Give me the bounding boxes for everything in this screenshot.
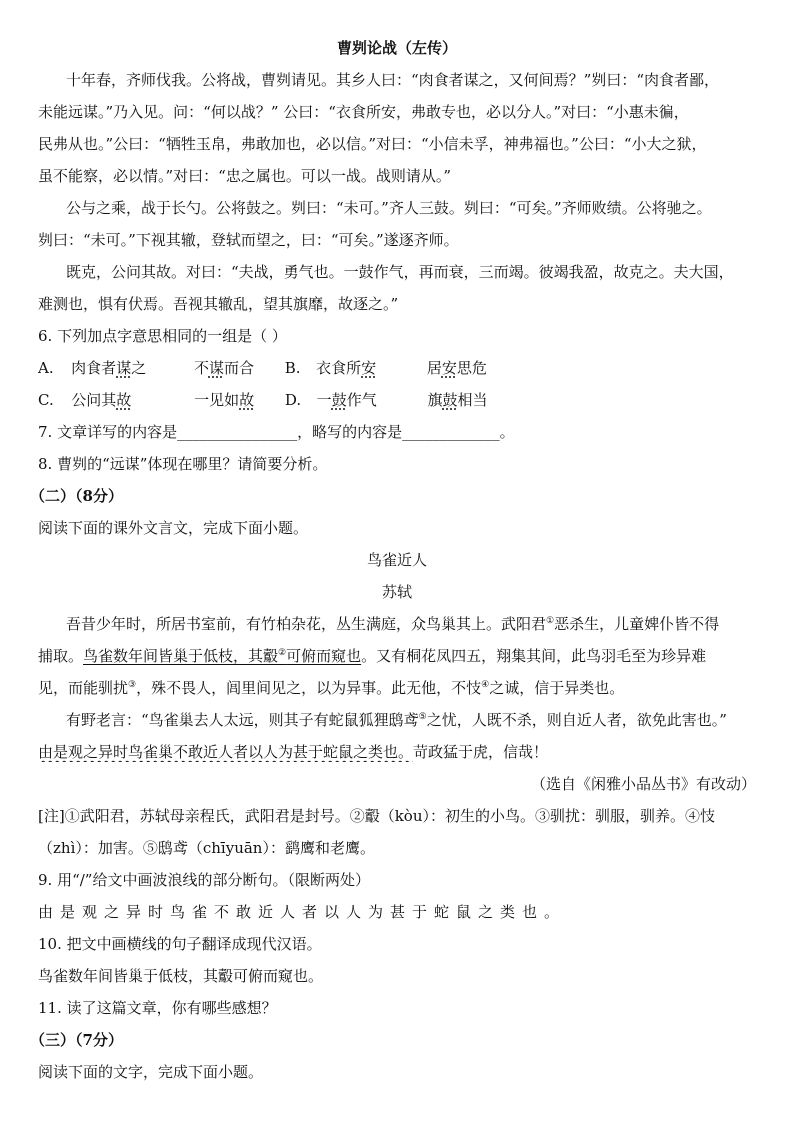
question-10-stem: 10. 把文中画横线的句子翻译成现代汉语。 <box>38 935 322 953</box>
wavy-underlined-sentence: 由是观之异时鸟雀巢不敢近人者以人为甚于蛇鼠之类也。 <box>38 743 414 761</box>
section-2-instruction: 阅读下面的课外文言文，完成下面小题。 <box>38 519 309 537</box>
passage1-p1-line2: 未能远谋。”乃入见。问：“何以战？” 公曰：“衣食所安，弗敢专也，必以分人。”对曰：“小惠未徧， <box>38 103 689 121</box>
option-c-label: C. <box>38 391 54 409</box>
passage2-p2-line2: 由是观之异时鸟雀巢不敢近人者以人为甚于蛇鼠之类也。苛政猛于虎，信哉！ <box>38 743 549 761</box>
question-6-row-ab <box>38 358 758 378</box>
option-d-item1: 一鼓作气 <box>316 391 377 409</box>
option-a-label: A. <box>38 359 54 377</box>
passage2-p1-line2: 捕取。鸟雀数年间皆巢于低枝，其鷇②可俯而窥也。又有桐花凤四五，翔集其间，此鸟羽毛至为珍异难 <box>38 647 707 665</box>
passage1-p2-line1: 公与之乘，战于长勺。公将鼓之。刿曰：“未可。”齐人三鼓。刿曰：“可矣。”齐师败绩。公将驰之。 <box>66 199 712 217</box>
passage1-p3-line1: 既克，公问其故。对曰：“夫战，勇气也。一鼓作气，再而衰，三而竭。彼竭我盈，故克之。夫大国， <box>66 263 734 281</box>
question-10-sentence: 鸟雀数年间皆巢于低枝，其鷇可俯而窥也。 <box>38 967 324 985</box>
passage2-notes-line2: （zhì）：加害。⑤鸱鸢（chīyuān）：鹞鹰和老鹰。 <box>38 839 375 857</box>
question-7: 7. 文章详写的内容是________________，略写的内容是_____________。 <box>38 423 515 441</box>
option-d-label: D. <box>284 391 302 409</box>
answer-blank-2[interactable]: _____________ <box>402 423 500 441</box>
question-8: 8. 曹刿的“远谋”体现在哪里？请简要分析。 <box>38 455 328 473</box>
passage2-p1-line3: 见，而能驯扰③，殊不畏人，闾里间见之，以为异事。此无他，不忮④之诚，信于异类也。 <box>38 679 625 697</box>
option-a-item1: 肉食者谋之 <box>71 359 147 377</box>
question-6-row-cd <box>38 390 758 410</box>
option-b-label: B. <box>284 359 301 377</box>
passage2-p1-line1: 吾昔少年时，所居书室前，有竹柏杂花，丛生满庭，众鸟巢其上。武阳君①恶杀生，儿童婢仆皆不得 <box>66 615 720 633</box>
question-11: 11. 读了这篇文章，你有哪些感想？ <box>38 999 277 1017</box>
passage1-p2-line2: 刿曰：“未可。”下视其辙，登轼而望之，曰：“可矣。”遂逐齐师。 <box>38 231 459 249</box>
question-9-stem: 9. 用“/”给文中画波浪线的部分断句。（限断两处） <box>38 871 370 889</box>
option-b-item1: 衣食所安 <box>316 359 377 377</box>
option-a-item2: 不谋而合 <box>193 359 254 377</box>
section-3-instruction: 阅读下面的文字，完成下面小题。 <box>38 1063 264 1081</box>
passage2-author: 苏轼 <box>381 583 412 601</box>
option-b-item2: 居安思危 <box>426 359 487 377</box>
passage1-p1-line4: 虽不能察，必以情。”对曰：“忠之属也。可以一战。战则请从。” <box>38 167 452 185</box>
passage1-p1-line3: 民弗从也。”公曰：“牺牲玉帛，弗敢加也，必以信。”对曰：“小信未孚，神弗福也。”公曰：“小大之狱， <box>38 135 707 153</box>
passage2-p2-line1: 有野老言：“鸟雀巢去人太远，则其子有蛇鼠狐狸鸱鸢⑤之忧，人既不杀，则自近人者，欲免此害也。” <box>66 711 727 729</box>
passage2-notes-line1: [注]①武阳君，苏轼母亲程氏，武阳君是封号。②鷇（kòu）：初生的小鸟。③驯扰：驯服，驯养。④忮 <box>38 807 715 825</box>
passage2-source: （选自《闲雅小品丛书》有改动） <box>530 775 756 793</box>
answer-blank-1[interactable]: ________________ <box>177 423 298 441</box>
passage1-title: 曹刿论战（左传） <box>336 39 457 57</box>
section-2-heading: （二）（8分） <box>30 487 123 505</box>
passage1-p3-line2: 难测也，惧有伏焉。吾视其辙乱，望其旗靡，故逐之。” <box>38 295 399 313</box>
option-d-item2: 旗鼓相当 <box>427 391 488 409</box>
option-c-item1: 公问其故 <box>71 391 132 409</box>
question-6-stem: 6. 下列加点字意思相同的一组是（ ） <box>38 327 287 345</box>
underlined-sentence: 鸟雀数年间皆巢于低枝，其鷇②可俯而窥也 <box>83 647 362 665</box>
section-3-heading: （三）（7分） <box>30 1031 123 1049</box>
passage2-title: 鸟雀近人 <box>366 551 427 569</box>
question-9-sentence: 由是观之异时鸟雀不敢近人者以人为甚于蛇鼠之类也。 <box>38 903 567 921</box>
passage1-p1-line1: 十年春，齐师伐我。公将战，曹刿请见。其乡人曰：“肉食者谋之，又何间焉？”刿曰：“肉食者鄙， <box>66 71 720 89</box>
option-c-item2: 一见如故 <box>194 391 255 409</box>
